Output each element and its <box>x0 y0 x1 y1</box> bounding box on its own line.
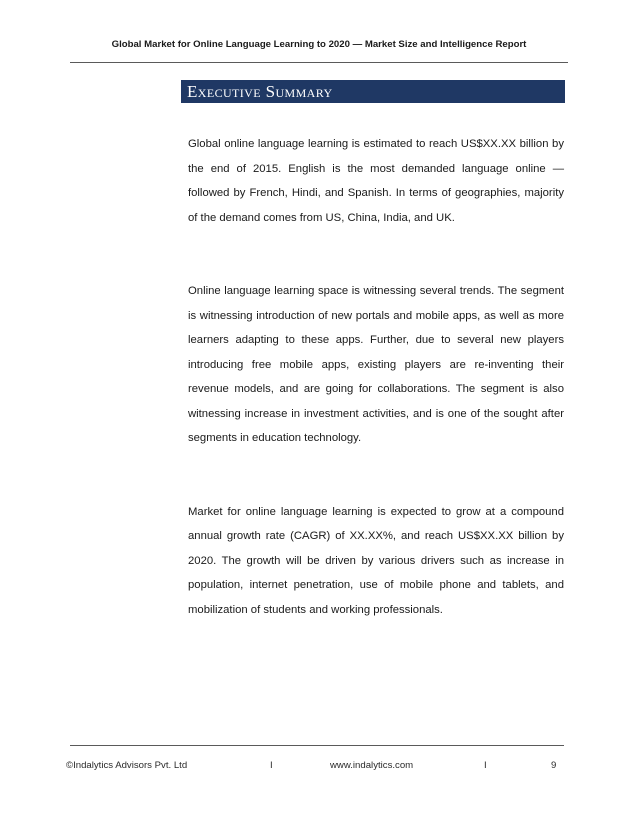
footer-separator: I <box>270 760 273 771</box>
header-divider <box>70 62 568 63</box>
paragraph-growth-forecast: Market for online language learning is expected to grow at a compound annual growth rate (CAGR) of XX.XX%, and reach US$XX.XX billion by 2020. The growth will be driven by various drivers such as increase in population, internet penetration, use of mobile phone and tablets, and mobilization of students and working professionals. <box>188 505 564 616</box>
footer-separator: I <box>484 760 487 771</box>
section-title-banner: Executive Summary <box>181 80 565 103</box>
paragraph-trends: Online language learning space is witnessing several trends. The segment is witnessing introduction of new portals and mobile apps, as well as more learners adapting to these apps. Further, due to several new players introducing free mobile apps, existing players are re-inventing their revenue models, and are going for collaborations. The segment is also witnessing increase in investment activities, and is one of the sought after segments in education technology. <box>188 285 564 444</box>
page-number: 9 <box>551 760 557 771</box>
running-header: Global Market for Online Language Learning to 2020 — Market Size and Intelligence Report <box>111 39 527 50</box>
footer-website-link[interactable]: www.indalytics.com <box>330 760 414 771</box>
executive-summary-body <box>188 132 564 671</box>
paragraph-market-estimate: Global online language learning is estimated to reach US$XX.XX billion by the end of 2015. English is the most demanded language online — followed by French, Hindi, and Spanish. In terms of geographies, majority of the demand comes from US, China, India, and UK. <box>188 138 564 224</box>
footer-divider <box>70 745 564 746</box>
footer-copyright: ©Indalytics Advisors Pvt. Ltd <box>66 760 188 771</box>
